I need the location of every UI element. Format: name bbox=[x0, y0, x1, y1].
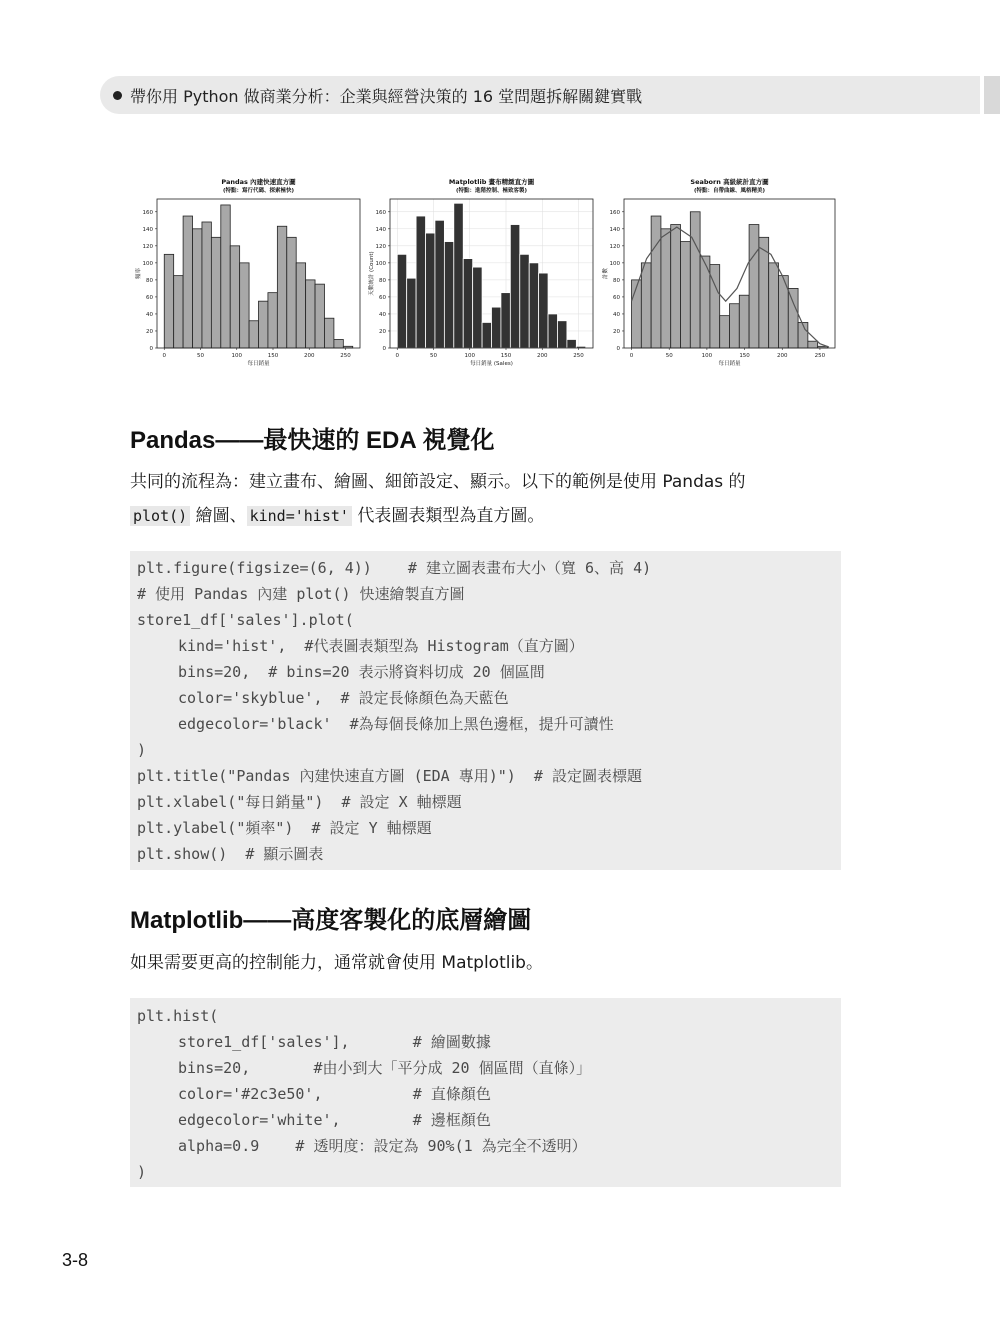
histogram-bar bbox=[641, 263, 651, 348]
chart-title: Pandas 內建快速直方圖 bbox=[221, 178, 296, 186]
x-tick-label: 150 bbox=[739, 353, 750, 359]
x-tick-label: 200 bbox=[537, 353, 548, 359]
chart-pandas-svg bbox=[135, 175, 367, 370]
header-edge-tab bbox=[984, 76, 1000, 114]
histogram-bar bbox=[315, 284, 324, 348]
x-axis-label: 每日銷量 bbox=[247, 361, 270, 367]
y-tick-label: 80 bbox=[146, 277, 153, 284]
x-tick-label: 100 bbox=[464, 353, 475, 359]
y-axis-label: 計數 bbox=[603, 267, 609, 280]
section-heading-pandas: Pandas——最快速的 EDA 視覺化 bbox=[130, 427, 495, 454]
pandas-intro-paragraph bbox=[130, 465, 746, 533]
y-tick-label: 120 bbox=[609, 243, 620, 250]
chart-matplotlib bbox=[368, 175, 600, 370]
y-tick-label: 80 bbox=[613, 277, 620, 284]
histogram-bar bbox=[769, 263, 779, 348]
code-line: store1_df['sales'].plot( bbox=[137, 611, 354, 629]
histogram-bar bbox=[416, 216, 425, 348]
code-line: edgecolor='black' #為每個長條加上黑色邊框，提升可讀性 bbox=[178, 715, 614, 733]
x-tick-label: 250 bbox=[573, 353, 584, 359]
histogram-bar bbox=[277, 226, 286, 348]
histogram-bar bbox=[510, 225, 519, 348]
histogram-bar bbox=[454, 203, 463, 348]
x-tick-label: 250 bbox=[340, 353, 351, 359]
chart-matplotlib-svg bbox=[368, 175, 600, 370]
histogram-bar bbox=[435, 220, 444, 348]
y-tick-label: 20 bbox=[613, 328, 620, 335]
histogram-bar bbox=[681, 242, 691, 348]
x-tick-label: 200 bbox=[777, 353, 788, 359]
intro-text-end: 代表圖表類型為直方圖。 bbox=[351, 506, 545, 526]
code-line: plt.hist( bbox=[137, 1007, 219, 1025]
histogram-bar bbox=[548, 314, 557, 348]
y-tick-label: 160 bbox=[609, 209, 620, 216]
histogram-bar bbox=[539, 273, 548, 348]
histogram-bar bbox=[473, 267, 482, 348]
histogram-bar bbox=[174, 276, 183, 348]
x-tick-label: 0 bbox=[395, 353, 399, 359]
y-tick-label: 160 bbox=[375, 209, 386, 216]
code-line: alpha=0.9 # 透明度：設定為 90%(1 為完全不透明） bbox=[178, 1137, 587, 1155]
intro-text-line1: 共同的流程為：建立畫布、繪圖、細節設定、顯示。以下的範例是使用 Pandas 的 bbox=[130, 472, 746, 492]
histogram-bar bbox=[259, 301, 268, 348]
section-heading-matplotlib: Matplotlib——高度客製化的底層繪圖 bbox=[130, 907, 532, 934]
histogram-bar bbox=[492, 307, 501, 348]
histogram-bar bbox=[739, 295, 749, 348]
histogram-bar bbox=[730, 304, 740, 348]
code-line: ) bbox=[137, 741, 147, 759]
histogram-bar bbox=[444, 242, 453, 348]
code-line: plt.show() # 顯示圖表 bbox=[137, 845, 324, 863]
x-tick-label: 150 bbox=[500, 353, 512, 359]
histogram-bar bbox=[287, 237, 296, 348]
x-tick-label: 50 bbox=[430, 353, 437, 359]
histogram-bar bbox=[632, 280, 642, 348]
histogram-bar bbox=[324, 318, 333, 348]
histogram-bar bbox=[426, 233, 435, 348]
inline-code-kind: kind='hist' bbox=[247, 506, 352, 526]
chart-subtitle: (特點：進階控制、極致客製) bbox=[455, 188, 528, 194]
intro-text-mid: 繪圖、 bbox=[190, 506, 247, 526]
chart-pandas bbox=[135, 175, 367, 370]
histogram-bar bbox=[749, 225, 759, 348]
x-tick-label: 200 bbox=[304, 353, 315, 359]
code-line: edgecolor='white', # 邊框顏色 bbox=[178, 1111, 491, 1129]
histogram-bar bbox=[164, 254, 173, 348]
y-tick-label: 80 bbox=[379, 277, 386, 284]
x-axis-label: 每日銷量 bbox=[718, 361, 741, 367]
code-line: bins=20, #由小到大「平分成 20 個區間（直條）」 bbox=[178, 1059, 592, 1077]
histogram-bar bbox=[193, 229, 202, 348]
histogram-bar bbox=[306, 280, 315, 348]
histogram-bar bbox=[463, 259, 472, 348]
histogram-bar bbox=[240, 263, 249, 348]
code-line: # 使用 Pandas 內建 plot() 快速繪製直方圖 bbox=[137, 585, 465, 603]
page-number: 3-8 bbox=[62, 1250, 89, 1270]
x-axis-label: 每日銷量 (Sales) bbox=[470, 361, 513, 367]
y-tick-label: 60 bbox=[613, 294, 620, 301]
y-tick-label: 100 bbox=[375, 260, 386, 267]
chart-title: Seaborn 高級統計直方圖 bbox=[690, 178, 769, 186]
code-line: kind='hist', #代表圖表類型為 Histogram（直方圖） bbox=[178, 637, 584, 655]
bullet-icon bbox=[113, 91, 122, 100]
histogram-bar bbox=[183, 216, 192, 348]
histogram-bar bbox=[211, 237, 220, 348]
histogram-bar bbox=[651, 216, 661, 348]
histogram-bar bbox=[690, 212, 700, 348]
x-tick-label: 0 bbox=[629, 353, 634, 359]
histogram-bar bbox=[249, 321, 258, 348]
histogram-bar bbox=[808, 341, 818, 348]
histogram-bar bbox=[334, 339, 343, 348]
y-tick-label: 60 bbox=[379, 294, 386, 301]
histogram-bar bbox=[296, 263, 305, 348]
histogram-bar bbox=[788, 288, 798, 348]
chart-subtitle: (特點：自帶曲線、風格精美) bbox=[693, 188, 766, 194]
chart-seaborn-svg bbox=[602, 175, 842, 370]
histogram-bar bbox=[230, 246, 239, 348]
histogram-bar bbox=[720, 316, 730, 348]
y-tick-label: 140 bbox=[142, 226, 153, 233]
code-line: plt.figure(figsize=(6, 4)) # 建立圖表畫布大小（寬 6、高 4) bbox=[137, 559, 652, 577]
histogram-bar bbox=[759, 237, 769, 348]
y-tick-label: 160 bbox=[142, 209, 153, 216]
y-tick-label: 40 bbox=[379, 311, 386, 318]
code-block-pandas bbox=[130, 551, 841, 870]
y-tick-label: 100 bbox=[609, 260, 620, 267]
code-line: store1_df['sales'], # 繪圖數據 bbox=[178, 1033, 491, 1051]
x-tick-label: 100 bbox=[231, 353, 242, 359]
inline-code-plot: plot() bbox=[130, 506, 190, 526]
y-tick-label: 20 bbox=[379, 328, 386, 335]
code-line: bins=20, # bins=20 表示將資料切成 20 個區間 bbox=[178, 663, 545, 681]
histogram-bar bbox=[557, 321, 566, 348]
running-header-title: 帶你用 Python 做商業分析：企業與經營決策的 16 堂問題拆解關鍵實戰 bbox=[130, 87, 643, 106]
histogram-bar bbox=[482, 322, 491, 348]
y-tick-label: 40 bbox=[613, 311, 620, 318]
histogram-bar bbox=[529, 263, 538, 348]
histogram-bar bbox=[520, 254, 529, 348]
x-tick-label: 250 bbox=[814, 353, 826, 359]
y-axis-label: 頻率 bbox=[136, 267, 142, 280]
matplotlib-intro-paragraph: 如果需要更高的控制能力，通常就會使用 Matplotlib。 bbox=[130, 953, 543, 973]
y-tick-label: 120 bbox=[142, 243, 153, 250]
histogram-bar bbox=[221, 205, 230, 348]
histogram-bar bbox=[397, 254, 406, 348]
y-tick-label: 0 bbox=[616, 346, 620, 352]
y-tick-label: 140 bbox=[375, 226, 386, 233]
y-tick-label: 60 bbox=[146, 294, 153, 301]
histogram-bar bbox=[268, 293, 277, 348]
code-line: color='#2c3e50', # 直條顏色 bbox=[178, 1085, 491, 1103]
chart-subtitle: (特點：寫行代碼、探索極快) bbox=[222, 188, 295, 194]
chart-seaborn bbox=[602, 175, 842, 370]
histogram-bar bbox=[501, 293, 510, 348]
code-line: plt.title("Pandas 內建快速直方圖 (EDA 專用)") # 設定圖表標題 bbox=[137, 767, 642, 785]
y-tick-label: 100 bbox=[142, 260, 153, 267]
histogram-bar bbox=[671, 225, 681, 348]
y-tick-label: 20 bbox=[146, 328, 153, 335]
y-axis-label: 天數統計 (Count) bbox=[369, 251, 375, 296]
y-tick-label: 140 bbox=[609, 226, 620, 233]
chart-title: Matplotlib 畫布精緻直方圖 bbox=[448, 178, 535, 186]
code-line: ) bbox=[137, 1163, 147, 1181]
code-line: plt.ylabel("頻率") # 設定 Y 軸標題 bbox=[137, 819, 432, 837]
x-tick-label: 100 bbox=[701, 353, 713, 359]
y-tick-label: 40 bbox=[146, 311, 153, 318]
code-line: color='skyblue', # 設定長條顏色為天藍色 bbox=[178, 689, 509, 707]
histogram-bar bbox=[202, 222, 211, 348]
x-tick-label: 150 bbox=[267, 353, 279, 359]
histogram-bar bbox=[407, 278, 416, 348]
x-tick-label: 50 bbox=[197, 353, 204, 359]
code-block-matplotlib bbox=[130, 998, 841, 1187]
y-tick-label: 120 bbox=[375, 243, 386, 250]
y-tick-label: 0 bbox=[149, 346, 153, 352]
code-line: plt.xlabel("每日銷量") # 設定 X 軸標題 bbox=[137, 793, 462, 811]
x-tick-label: 50 bbox=[665, 353, 673, 359]
y-tick-label: 0 bbox=[382, 346, 386, 352]
histogram-bar bbox=[661, 229, 671, 348]
histogram-bar bbox=[567, 339, 576, 348]
x-tick-label: 0 bbox=[162, 353, 166, 359]
